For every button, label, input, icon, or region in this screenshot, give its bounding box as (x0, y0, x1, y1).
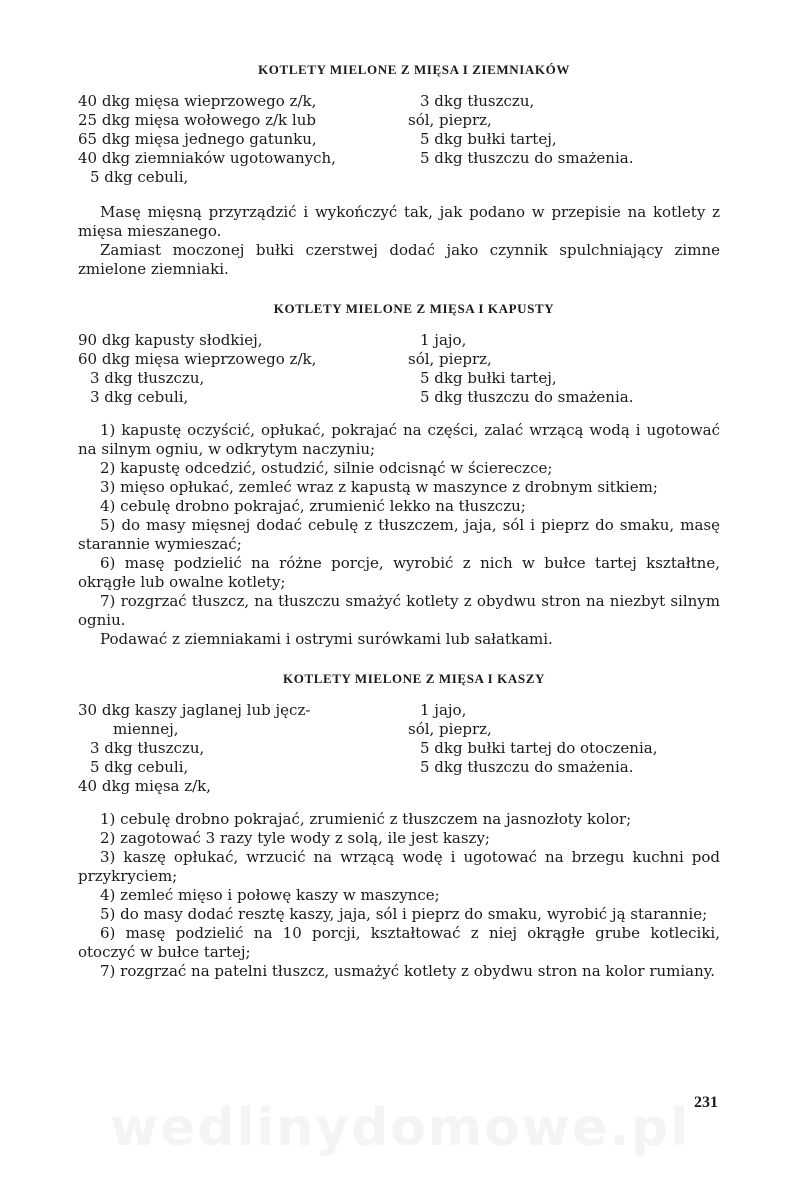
step: 6) masę podzielić na 10 porcji, kształtować z niej okrągłe grube kotleciki, otoczyć w bułce tartej; (78, 924, 720, 961)
ingredient: 60 dkg mięsa wieprzowego z/k, (78, 350, 317, 368)
instructions-1 (78, 203, 720, 279)
ingredient: 40 dkg ziemniaków ugotowanych, (78, 149, 336, 167)
ingredient: 30 dkg kaszy jaglanej lub jęcz- (78, 701, 311, 719)
ingredient: 40 dkg mięsa z/k, (78, 777, 212, 795)
step: 4) zemleć mięso i połowę kaszy w maszynce; (100, 886, 440, 904)
ingredient: 5 dkg bułki tartej do otoczenia, (420, 739, 658, 757)
step: 1) cebulę drobno pokrajać, zrumienić z tłuszczem na jasnozłoty kolor; (100, 810, 632, 828)
ingredient: miennej, (113, 720, 179, 738)
instructions-3 (78, 810, 720, 981)
step: 7) rozgrzać tłuszcz, na tłuszczu smażyć kotlety z obydwu stron na niezbyt silnym ogniu. (78, 592, 720, 629)
step: 6) masę podzielić na różne porcje, wyrobić z nich w bułce tartej kształtne, okrągłe lub owalne kotlety; (78, 554, 720, 591)
step: 1) kapustę oczyścić, opłukać, pokrajać na części, zalać wrzącą wodą i ugotować na silnym ogniu, w odkrytym naczyniu; (78, 421, 720, 458)
ingredient: 65 dkg mięsa jednego gatunku, (78, 130, 317, 148)
ingredient: 1 jajo, (420, 331, 467, 349)
ingredient: 5 dkg tłuszczu do smażenia. (420, 149, 634, 167)
ingredient: 40 dkg mięsa wieprzowego z/k, (78, 92, 317, 110)
ingredients-2 (78, 331, 720, 407)
ingredient: 3 dkg tłuszczu, (90, 739, 205, 757)
page-number: 231 (694, 1094, 718, 1111)
ingredient: sól, pieprz, (408, 111, 492, 129)
step: 5) do masy dodać resztę kaszy, jaja, sól i pieprz do smaku, wyrobić ją starannie; (100, 905, 708, 923)
ingredient: 5 dkg bułki tartej, (420, 130, 557, 148)
ingredient: 90 dkg kapusty słodkiej, (78, 331, 263, 349)
ingredient: 5 dkg cebuli, (90, 168, 189, 186)
ingredient: 3 dkg tłuszczu, (420, 92, 535, 110)
step: 5) do masy mięsnej dodać cebulę z tłuszczem, jaja, sól i pieprz do smaku, masę starannie wymieszać; (78, 516, 720, 553)
ingredient: sól, pieprz, (408, 720, 492, 738)
serving-note: Podawać z ziemniakami i ostrymi surówkami lub sałatkami. (100, 630, 553, 648)
recipe-section-3 (78, 671, 720, 981)
ingredients-3 (78, 701, 720, 796)
recipe-title-3: KOTLETY MIELONE Z MIĘSA I KASZY (283, 671, 545, 686)
step: 2) zagotować 3 razy tyle wody z solą, ile jest kaszy; (100, 829, 490, 847)
ingredient: 5 dkg cebuli, (90, 758, 189, 776)
step: 2) kapustę odcedzić, ostudzić, silnie odcisnąć w ściereczce; (100, 459, 553, 477)
ingredient: 3 dkg tłuszczu, (90, 369, 205, 387)
recipe-section-2 (78, 301, 720, 649)
ingredient: 5 dkg bułki tartej, (420, 369, 557, 387)
step: 3) kaszę opłukać, wrzucić na wrzącą wodę i ugotować na brzegu kuchni pod przykryciem; (78, 848, 720, 885)
step: 4) cebulę drobno pokrajać, zrumienić lekko na tłuszczu; (100, 497, 526, 515)
ingredient: sól, pieprz, (408, 350, 492, 368)
watermark: wedlinydomowe.pl (109, 1098, 691, 1158)
ingredient: 3 dkg cebuli, (90, 388, 189, 406)
ingredients-1 (78, 92, 720, 187)
ingredient: 25 dkg mięsa wołowego z/k lub (78, 111, 316, 129)
recipe-section-1 (78, 62, 720, 279)
instructions-2 (78, 421, 720, 649)
recipe-title-1: KOTLETY MIELONE Z MIĘSA I ZIEMNIAKÓW (258, 62, 570, 77)
ingredient: 5 dkg tłuszczu do smażenia. (420, 388, 634, 406)
page-content (78, 62, 720, 981)
step: 3) mięso opłukać, zemleć wraz z kapustą w maszynce z drobnym sitkiem; (100, 478, 658, 496)
ingredient: 5 dkg tłuszczu do smażenia. (420, 758, 634, 776)
paragraph: Masę mięsną przyrządzić i wykończyć tak, jak podano w przepisie na kotlety z mięsa mieszanego. (78, 203, 720, 240)
step: 7) rozgrzać na patelni tłuszcz, usmażyć kotlety z obydwu stron na kolor rumiany. (100, 962, 716, 980)
recipe-title-2: KOTLETY MIELONE Z MIĘSA I KAPUSTY (273, 301, 555, 316)
paragraph: Zamiast moczonej bułki czerstwej dodać jako czynnik spulchniający zimne zmielone ziemniaki. (78, 241, 720, 278)
ingredient: 1 jajo, (420, 701, 467, 719)
